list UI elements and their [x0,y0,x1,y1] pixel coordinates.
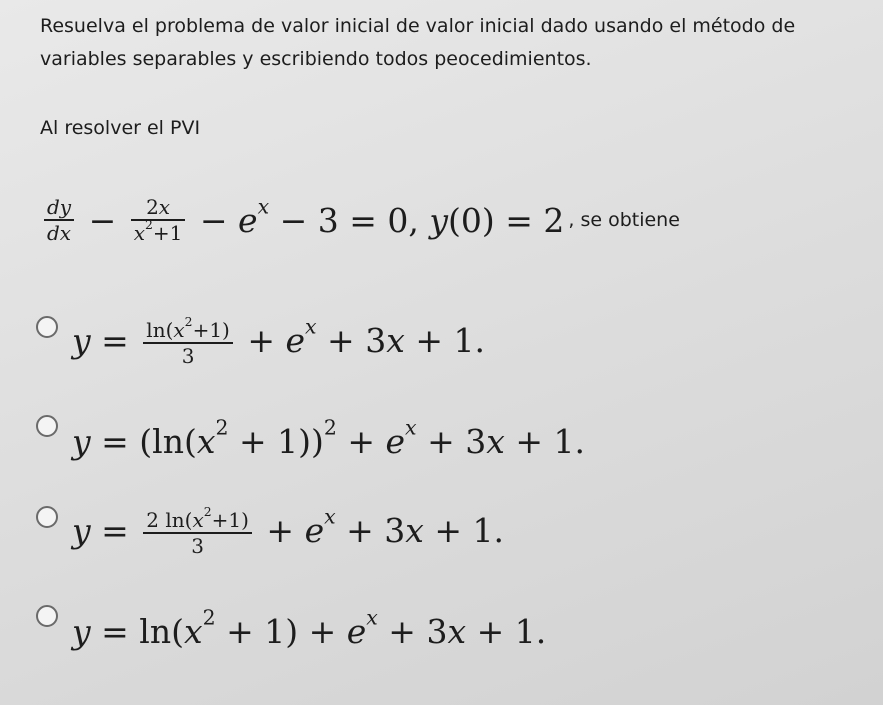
option-a-radio[interactable] [36,316,58,338]
two-x-fraction: $\frac{2x}{x^2+1}$ [131,195,186,245]
pvi-equation: $\frac{dy}{dx}$ − $\frac{2x}{x^2+1}$ − $e^x - 3 = 0$, y(0) = 2 , se obtiene [40,195,680,245]
option-a-label: y = $\frac{\ln(x^2+1)}{3}$ + $e^x + 3x + 1$. [72,313,485,368]
option-d-label: $y = \ln(x^2 + 1) + e^x + 3x + 1$. [72,605,547,651]
pvi-suffix: , se obtiene [568,209,680,231]
option-b[interactable] [36,415,585,461]
option-c[interactable] [36,503,505,558]
option-c-label: y = $\frac{2 \ln(x^2+1)}{3}$ + $e^x + 3x + 1$. [72,503,505,558]
question-prompt: Resuelva el problema de valor inicial de valor inicial dado usando el método de variables separables y escribiendo todos peocedimientos. [40,15,796,70]
option-d[interactable] [36,605,547,651]
option-d-radio[interactable] [36,605,58,627]
option-c-radio[interactable] [36,506,58,528]
option-b-label: $y = (\ln(x^2 + 1))^2 + e^x + 3x + 1$. [72,415,585,461]
question-lead: Al resolver el PVI [40,117,201,139]
option-b-radio[interactable] [36,415,58,437]
option-a[interactable] [36,313,485,368]
dy-dx-fraction: $\frac{dy}{dx}$ [44,195,74,245]
